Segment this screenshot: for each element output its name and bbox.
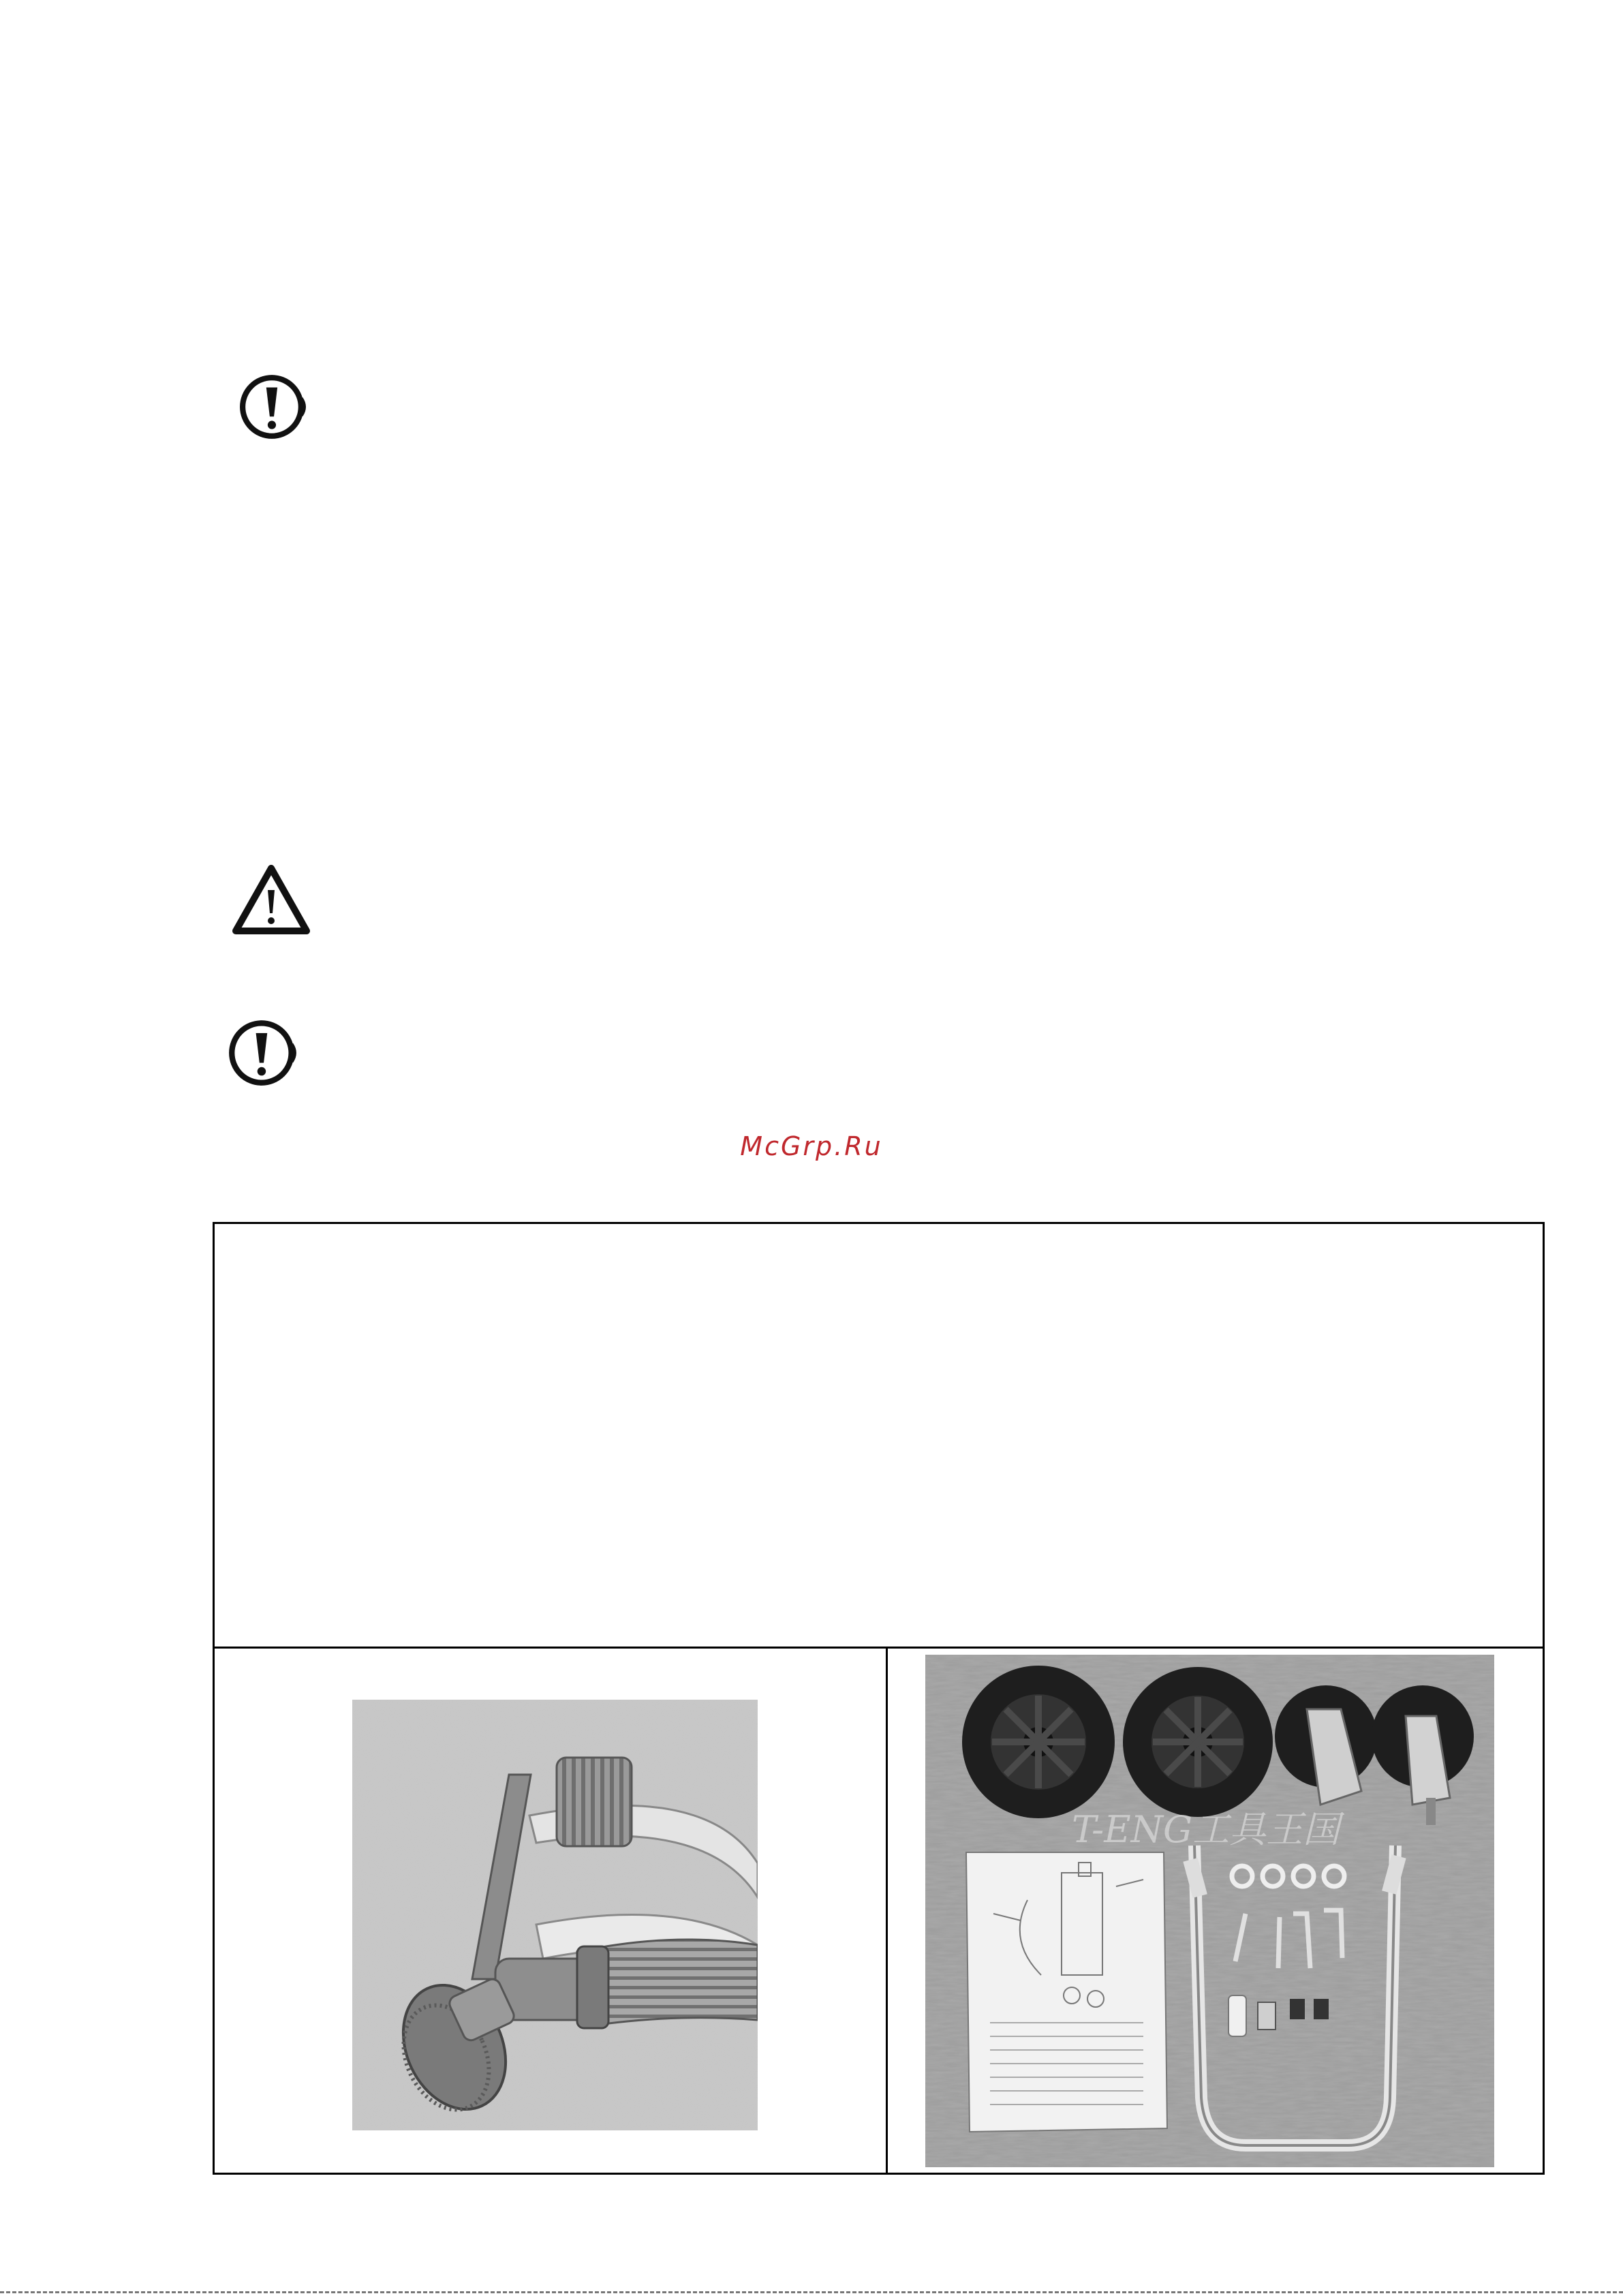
caution-exclamation-icon	[238, 372, 308, 442]
brush-hose-accessory-photo	[352, 1700, 758, 2130]
photo-overlay-text: T-ENG工具王国	[1072, 1808, 1340, 1851]
table-divider-horizontal	[213, 1647, 1545, 1649]
page-bottom-rule	[0, 2291, 1623, 2293]
wheels-handle-parts-photo	[925, 1655, 1494, 2167]
warning-triangle-icon	[232, 864, 311, 935]
watermark-text: McGrp.Ru	[740, 1131, 883, 1161]
table-divider-vertical	[886, 1647, 888, 2175]
caution-exclamation-icon	[228, 1017, 298, 1088]
